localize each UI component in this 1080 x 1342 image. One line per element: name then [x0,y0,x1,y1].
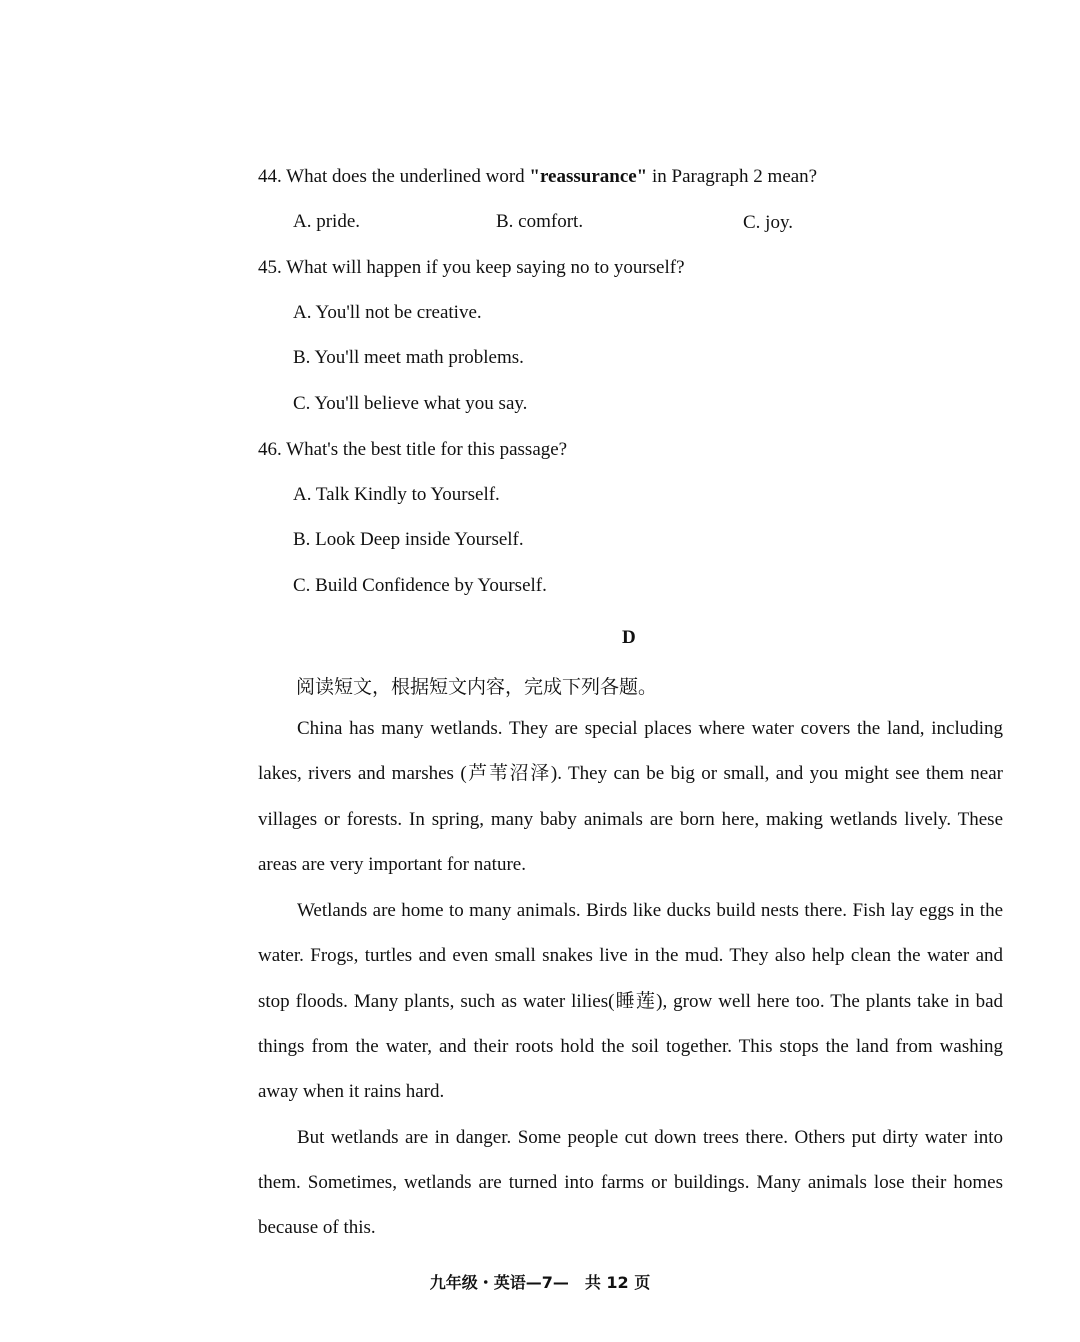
page-footer: 九年级・英语—7— 共 12 页 [429,1273,651,1292]
question-44-option-c: C. joy. [743,212,793,233]
passage-line: Wetlands are home to many animals. Birds like ducks build nests there. Fish lay eggs in the [297,900,1003,921]
question-44-keyword: "reassurance" [529,166,648,187]
question-44-option-b: B. comfort. [496,211,584,232]
question-46-stem: 46. What's the best title for this passage? [258,439,568,460]
question-44-stem-suffix: in Paragraph 2 mean? [647,166,818,187]
question-45-stem: 45. What will happen if you keep saying no to yourself? [258,257,685,278]
section-heading: D [622,627,636,648]
section-instruction: 阅读短文，根据短文内容，完成下列各题。 [296,676,658,698]
passage-line: China has many wetlands. They are special places where water covers the land, including [297,718,1003,739]
passage-line: villages or forests. In spring, many baby animals are born here, making wetlands lively. These [258,809,1003,830]
question-44-option-a: A. pride. [293,211,361,232]
passage-line: because of this. [258,1217,376,1238]
passage-line: lakes, rivers and marshes (芦苇沼泽). They can be big or small, and you might see them near [258,763,1003,784]
passage-line: away when it rains hard. [258,1081,445,1102]
question-45-option-c: C. You'll believe what you say. [293,393,528,414]
passage-line: things from the water, and their roots hold the soil together. This stops the land from washing [258,1036,1003,1057]
question-46-option-a: A. Talk Kindly to Yourself. [293,484,500,505]
passage-line: areas are very important for nature. [258,854,526,875]
question-46-option-c: C. Build Confidence by Yourself. [293,575,547,596]
question-44-stem [258,165,817,189]
passage-line: them. Sometimes, wetlands are turned into farms or buildings. Many animals lose their homes [258,1172,1003,1193]
passage-line: But wetlands are in danger. Some people cut down trees there. Others put dirty water into [297,1127,1003,1148]
question-45-option-a: A. You'll not be creative. [293,302,482,323]
question-44-stem-prefix: 44. What does the underlined word [258,166,530,187]
passage-line: stop floods. Many plants, such as water lilies(睡莲), grow well here too. The plants take in bad [258,991,1003,1012]
question-46-option-b: B. Look Deep inside Yourself. [293,529,524,550]
question-45-option-b: B. You'll meet math problems. [293,347,524,368]
passage-line: water. Frogs, turtles and even small snakes live in the mud. They also help clean the water and [258,945,1003,966]
